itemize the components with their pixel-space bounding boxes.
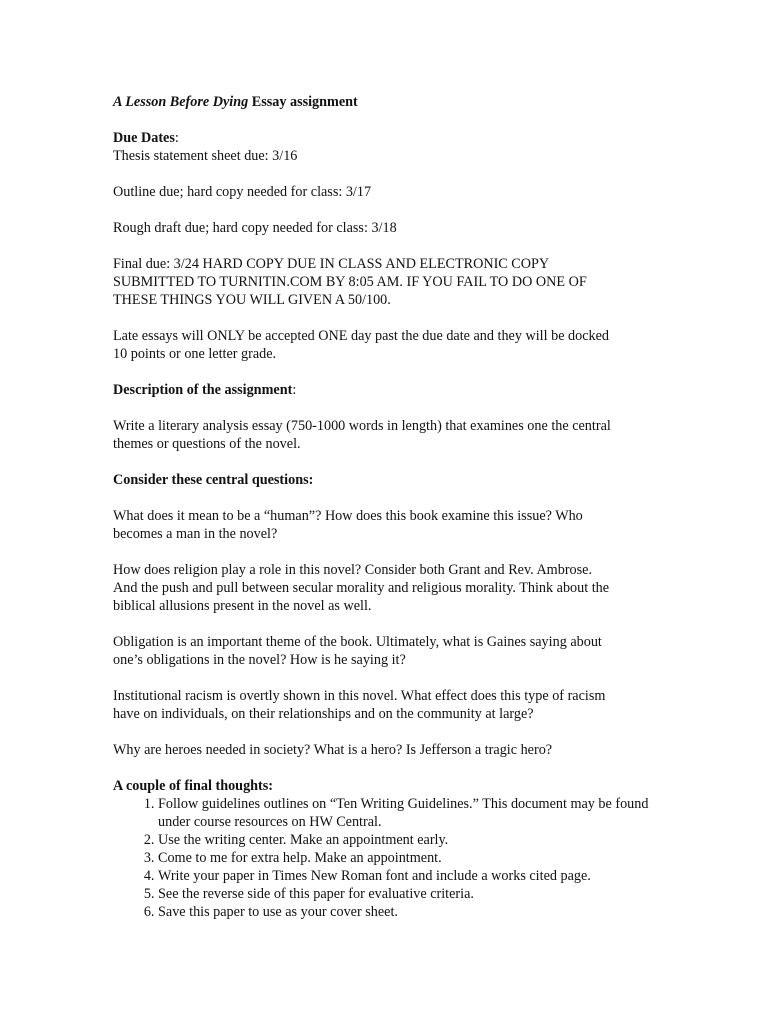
question-humanity-line-2: becomes a man in the novel?	[113, 526, 278, 542]
description-heading-text: Description of the assignment	[113, 382, 293, 398]
due-dates-section	[113, 129, 658, 363]
description-text	[113, 417, 658, 453]
questions-heading: Consider these central questions:	[113, 472, 314, 488]
final-thoughts-heading: A couple of final thoughts:	[113, 778, 274, 794]
question-religion-line-1: How does religion play a role in this novel? Consider both Grant and Rev. Ambrose.	[113, 562, 592, 578]
late-policy-line-1: Late essays will ONLY be accepted ONE day past the due date and they will be docked	[113, 328, 610, 344]
document-body	[113, 93, 658, 921]
final-due	[113, 255, 658, 309]
late-policy	[113, 327, 658, 363]
description-heading-colon: :	[292, 382, 297, 398]
final-due-line-1: Final due: 3/24 HARD COPY DUE IN CLASS AND ELECTRONIC COPY	[113, 256, 550, 272]
final-thoughts-list	[113, 795, 658, 921]
final-thoughts-section	[113, 777, 658, 921]
description-line-1: Write a literary analysis essay (750-1000 words in length) that examines one the central	[113, 418, 611, 434]
description-line-2: themes or questions of the novel.	[113, 436, 301, 452]
list-item: 6. Save this paper to use as your cover sheet.	[158, 903, 658, 921]
due-dates-heading-text: Due Dates	[113, 130, 175, 146]
outline-due: Outline due; hard copy needed for class: 3/17	[113, 184, 372, 200]
question-religion-line-2: And the push and pull between secular morality and religious morality. Think about the	[113, 580, 610, 596]
list-item: 5. See the reverse side of this paper for evaluative criteria.	[158, 885, 658, 903]
final-due-line-2: SUBMITTED TO TURNITIN.COM BY 8:05 AM. IF YOU FAIL TO DO ONE OF	[113, 274, 587, 290]
thesis-due: Thesis statement sheet due: 3/16	[113, 148, 298, 164]
rough-draft-due: Rough draft due; hard copy needed for class: 3/18	[113, 220, 397, 236]
late-policy-line-2: 10 points or one letter grade.	[113, 346, 277, 362]
question-heroes: Why are heroes needed in society? What is a hero? Is Jefferson a tragic hero?	[113, 742, 553, 758]
due-dates-heading-colon: :	[174, 130, 179, 146]
description-heading	[113, 381, 658, 399]
list-item: 1. Follow guidelines outlines on “Ten Writing Guidelines.” This document may be found under course resources on HW Central.	[158, 795, 658, 831]
question-humanity	[113, 507, 658, 543]
questions-section	[113, 471, 658, 759]
list-item: 3. Come to me for extra help. Make an appointment.	[158, 849, 658, 867]
question-religion	[113, 561, 658, 615]
list-item: 4. Write your paper in Times New Roman font and include a works cited page.	[158, 867, 658, 885]
description-section	[113, 381, 658, 453]
question-obligation-line-1: Obligation is an important theme of the book. Ultimately, what is Gaines saying about	[113, 634, 602, 650]
question-racism-line-2: have on individuals, on their relationships and on the community at large?	[113, 706, 534, 722]
question-humanity-line-1: What does it mean to be a “human”? How does this book examine this issue? Who	[113, 508, 583, 524]
title-rest: Essay assignment	[248, 94, 358, 110]
question-racism	[113, 687, 658, 723]
book-title: A Lesson Before Dying	[113, 94, 249, 110]
question-racism-line-1: Institutional racism is overtly shown in this novel. What effect does this type of racism	[113, 688, 606, 704]
page-title	[113, 93, 658, 111]
question-obligation	[113, 633, 658, 669]
question-religion-line-3: biblical allusions present in the novel as well.	[113, 598, 372, 614]
final-due-line-3: THESE THINGS YOU WILL GIVEN A 50/100.	[113, 292, 391, 308]
due-dates-heading	[113, 129, 658, 147]
list-item: 2. Use the writing center. Make an appointment early.	[158, 831, 658, 849]
question-obligation-line-2: one’s obligations in the novel? How is he saying it?	[113, 652, 406, 668]
